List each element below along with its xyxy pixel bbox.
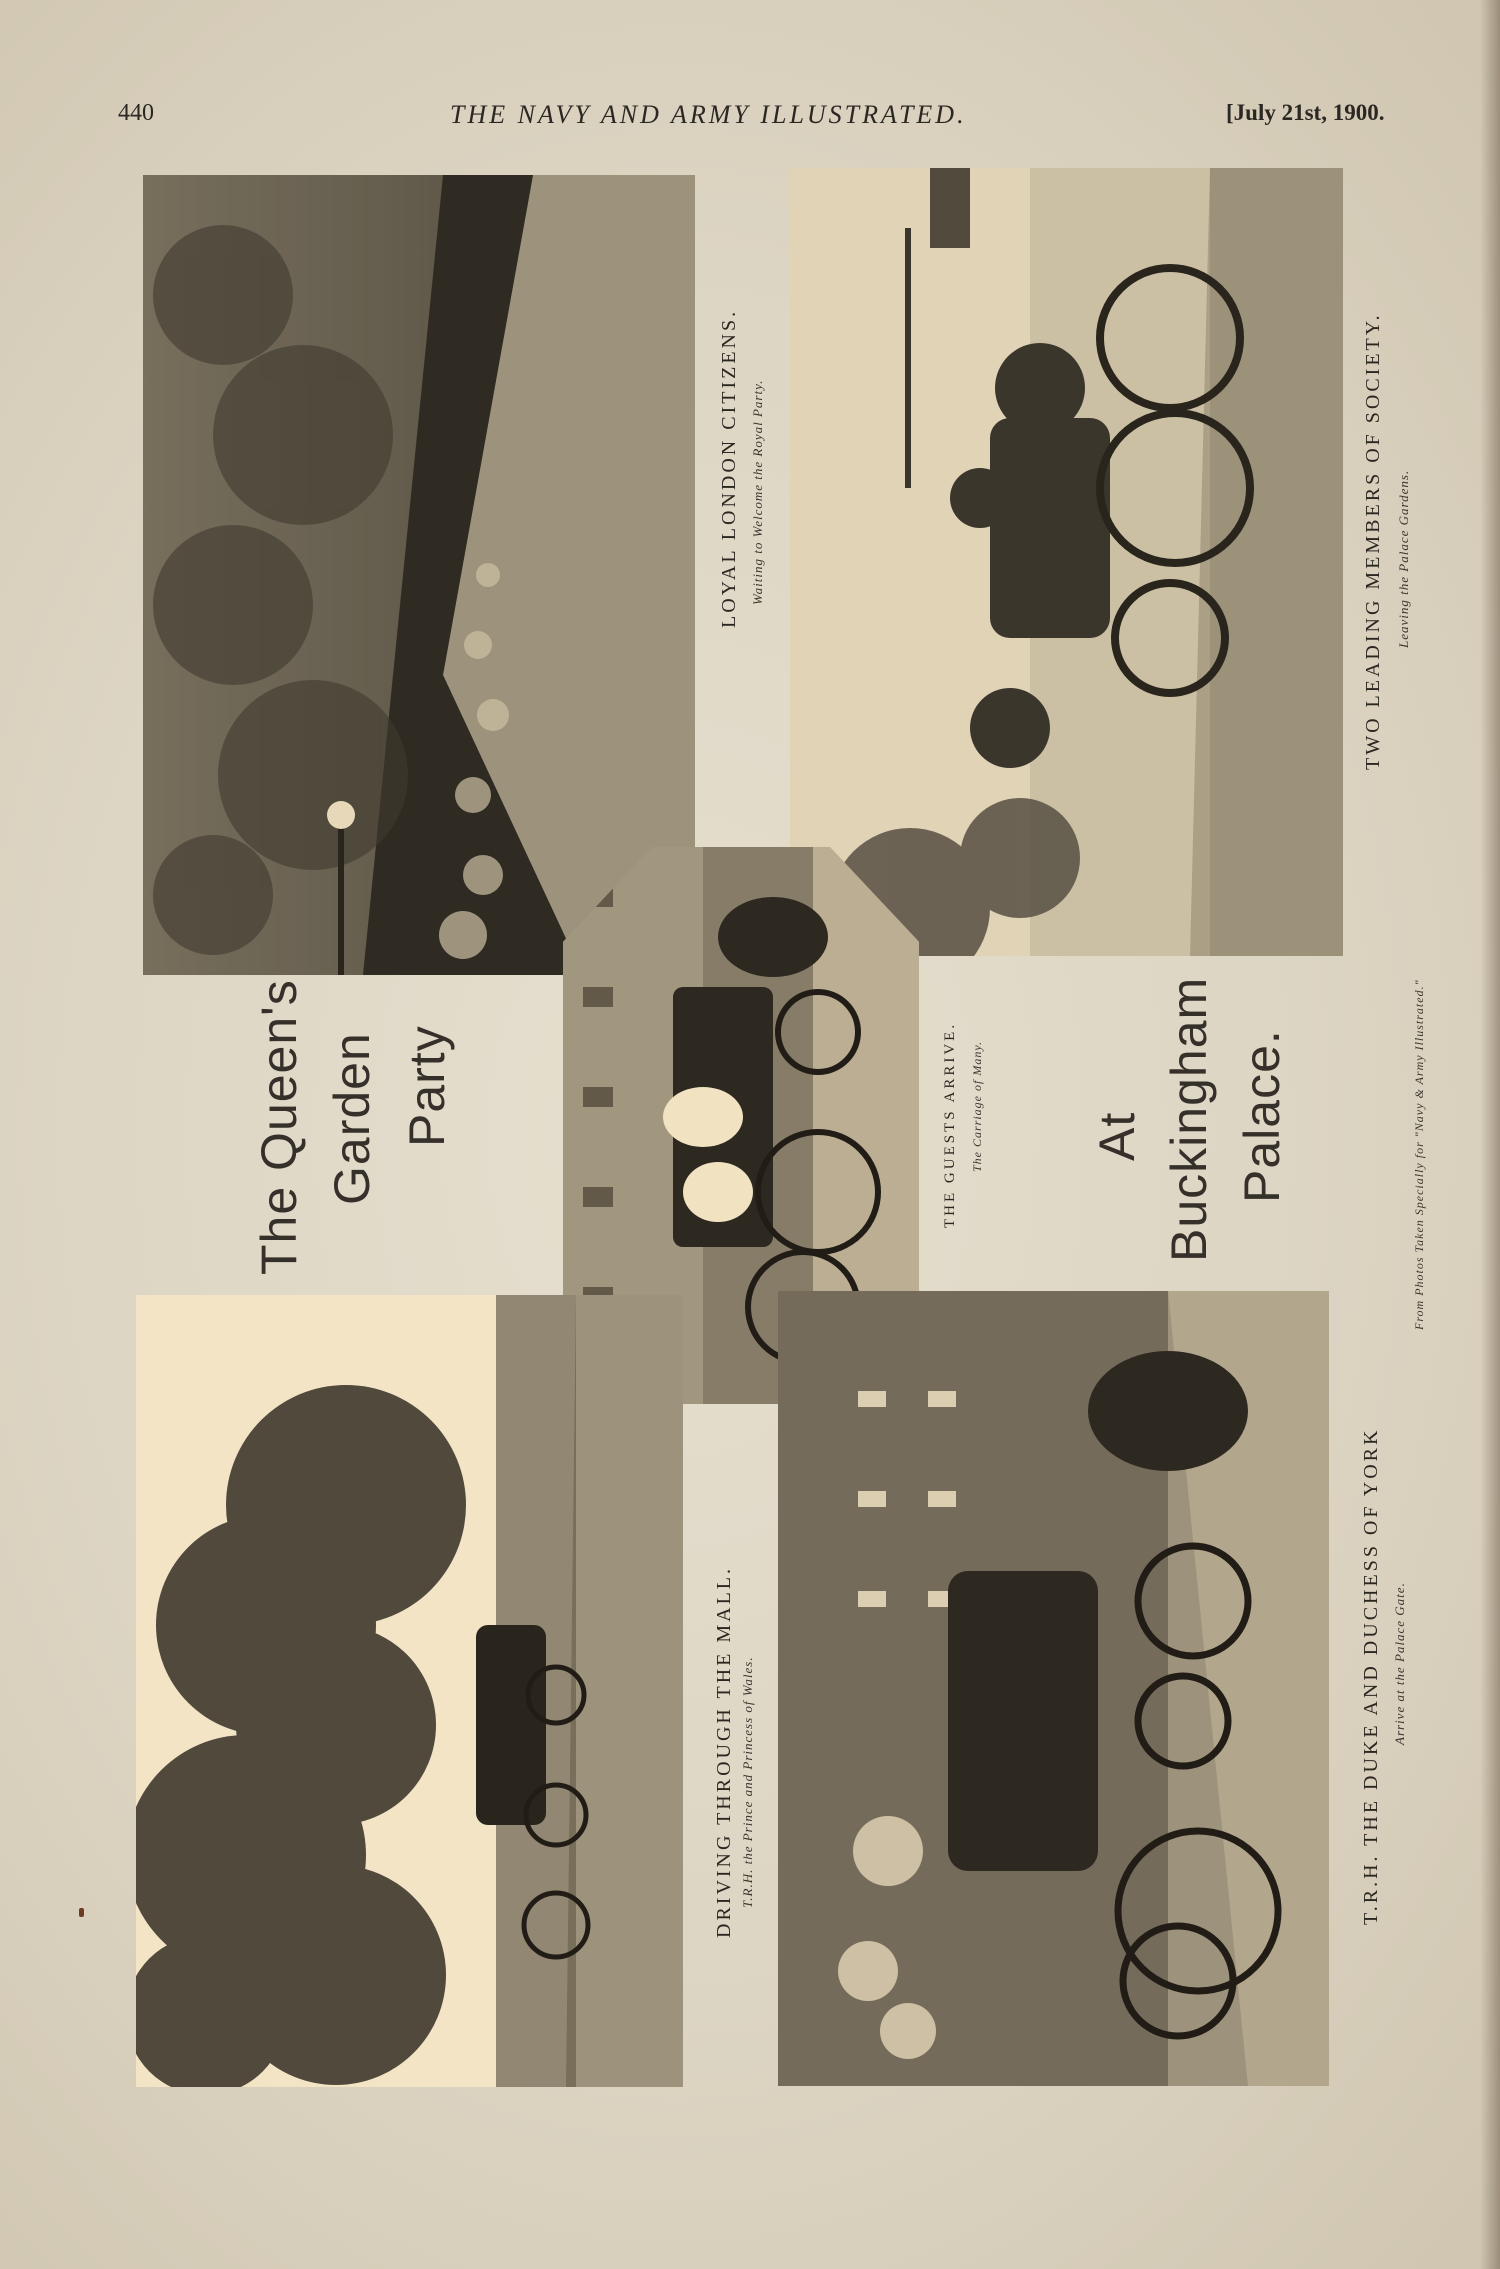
photo-driving-through-mall — [136, 1295, 683, 2087]
subcaption-driving-through-mall: T.R.H. the Prince and Princess of Wales. — [740, 1656, 755, 1908]
caption-guests-arrive: THE GUESTS ARRIVE. — [942, 1021, 958, 1228]
caption-driving-through-mall: DRIVING THROUGH THE MALL. — [713, 1565, 735, 1938]
journal-title: THE NAVY AND ARMY ILLUSTRATED. — [450, 100, 967, 129]
caption-duke-duchess-york: T.R.H. THE DUKE AND DUCHESS OF YORK — [1360, 1427, 1382, 1925]
issue-date: [July 21st, 1900. — [1226, 100, 1385, 125]
title-party: Party — [399, 1025, 455, 1147]
photo-two-leading-members — [790, 168, 1343, 956]
photo-loyal-london-citizens — [143, 175, 695, 975]
title-garden: Garden — [324, 1032, 380, 1205]
subcaption-loyal-london-citizens: Waiting to Welcome the Royal Party. — [750, 379, 765, 605]
title-the-queens: The Queen's — [251, 979, 307, 1275]
subcaption-duke-duchess-york: Arrive at the Palace Gate. — [1392, 1582, 1407, 1745]
subcaption-guests-arrive: The Carriage of Many. — [970, 1041, 984, 1172]
title-palace: Palace. — [1234, 1029, 1290, 1203]
title-at: At — [1089, 1111, 1145, 1161]
caption-two-leading-members: TWO LEADING MEMBERS OF SOCIETY. — [1362, 312, 1384, 770]
subcaption-two-leading-members: Leaving the Palace Gardens. — [1396, 469, 1411, 648]
photo-credit: From Photos Taken Specially for "Navy & Army Illustrated." — [1412, 979, 1426, 1330]
caption-loyal-london-citizens: LOYAL LONDON CITIZENS. — [718, 308, 740, 628]
title-buckingham: Buckingham — [1161, 976, 1217, 1262]
page-number: 440 — [118, 100, 154, 126]
photo-duke-duchess-york — [778, 1291, 1329, 2086]
ink-spot — [79, 1908, 84, 1917]
page-edge-shadow — [1480, 0, 1500, 2269]
